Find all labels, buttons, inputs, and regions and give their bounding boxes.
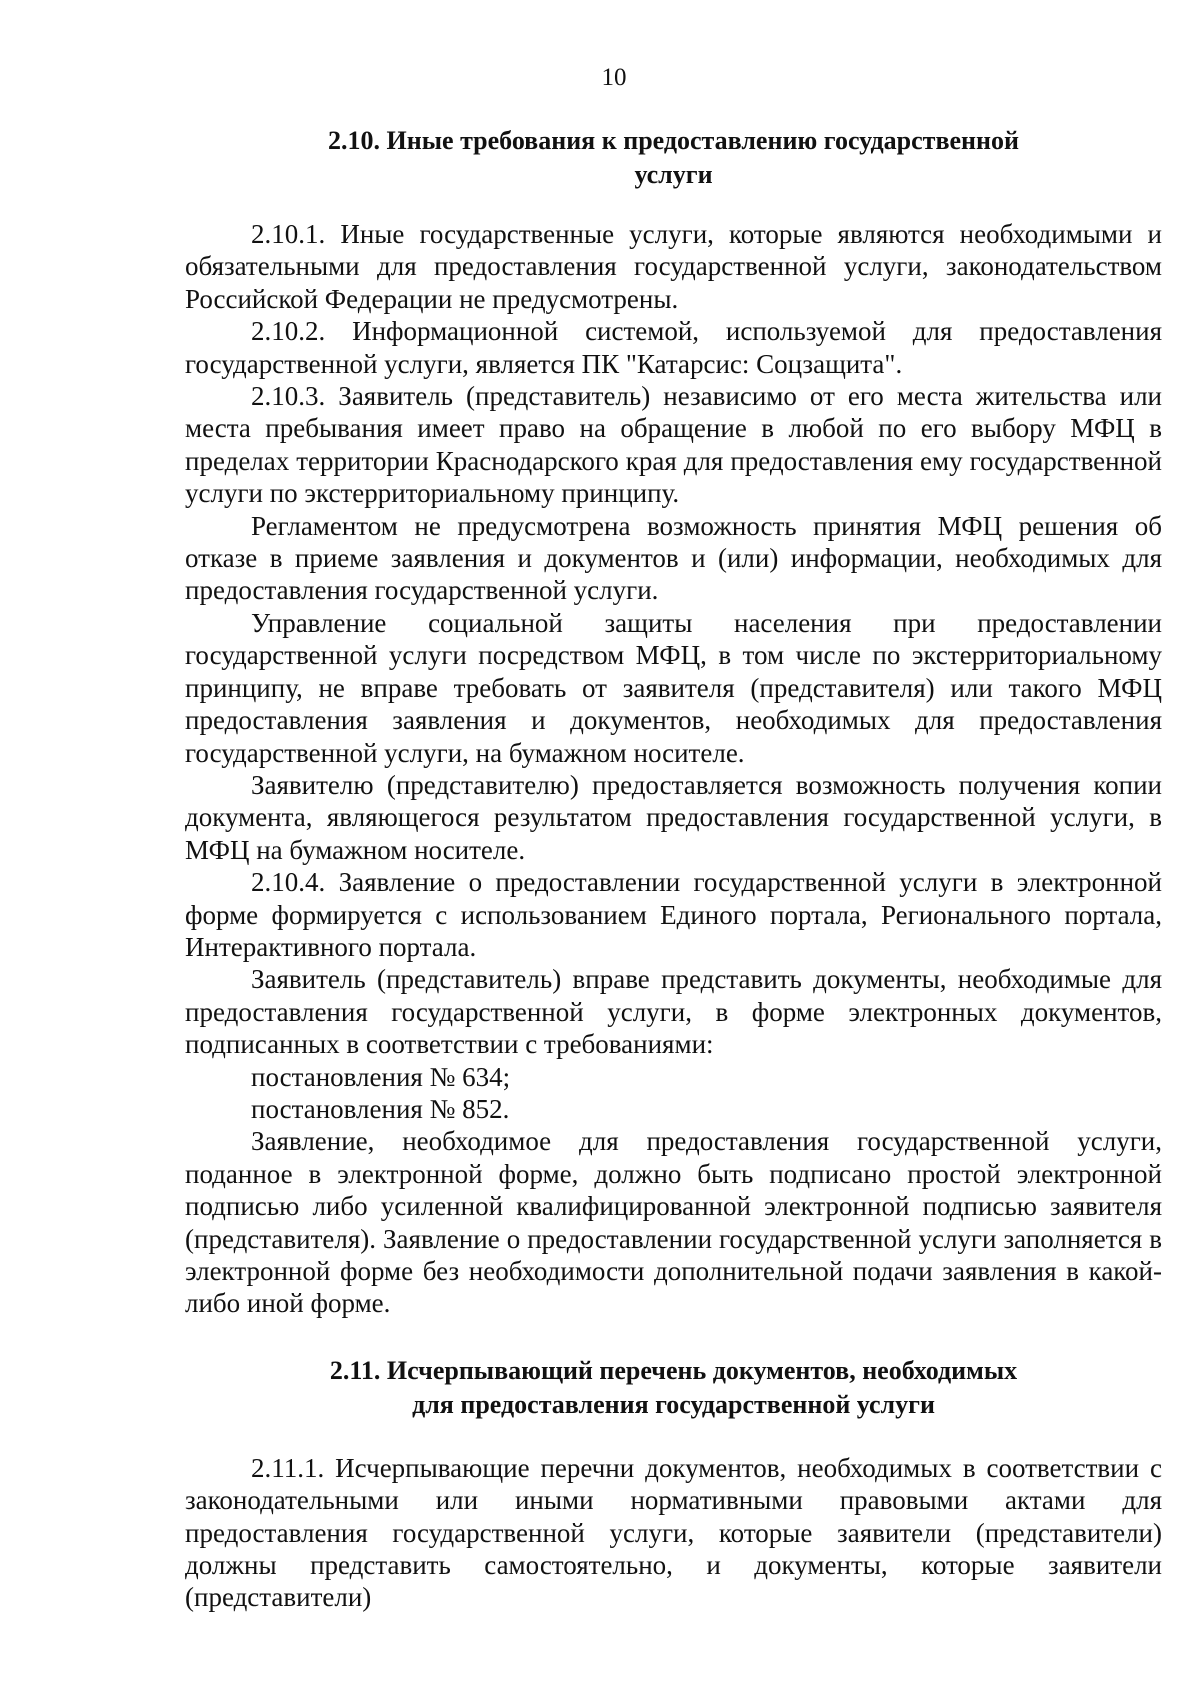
list-item: постановления № 634; <box>251 1061 511 1092</box>
paragraph: Заявитель (представитель) вправе представить документы, необходимые для предоставления государственной услуги, в форме электронных документов, подписанных в соответствии с требованиями: <box>185 964 1162 1060</box>
paragraph: 2.11.1. Исчерпывающие перечни документов, необходимых в соответствии с законодательными или иными нормативными правовыми актами для предоставления государственной услуги, которые заявители (представители) должны представить самостоятельно, и документы, которые заявители (представители) <box>185 1452 1162 1613</box>
paragraph: 2.10.4. Заявление о предоставлении государственной услуги в электронной форме формируется с использованием Единого портала, Регионального портала, Интерактивного портала. <box>185 867 1162 962</box>
section-heading-2-10 <box>185 124 1162 192</box>
paragraph: Управление социальной защиты населения при предоставлении государственной услуги посредством МФЦ, в том числе по экстерриториальному принципу, не вправе требовать от заявителя (представителя) или такого МФЦ предоставления заявления и документов, необходимых для предоставления государственной услуги, на бумажном носителе. <box>185 607 1162 768</box>
section-heading-2-11 <box>185 1354 1162 1422</box>
list-item: постановления № 852. <box>251 1093 510 1124</box>
paragraph: Заявителю (представителю) предоставляется возможность получения копии документа, являющегося результатом предоставления государственной услуги, в МФЦ на бумажном носителе. <box>185 769 1162 865</box>
paragraph: Регламентом не предусмотрена возможность принятия МФЦ решения об отказе в приеме заявления и документов и (или) информации, необходимых для предоставления государственной услуги. <box>185 510 1162 606</box>
document-body <box>185 118 1162 1614</box>
paragraph: 2.10.3. Заявитель (представитель) независимо от его места жительства или места пребывания имеет право на обращение в любой по его выбору МФЦ в пределах территории Краснодарского края для предоставления ему государственной услуги по экстерриториальному принципу. <box>185 381 1162 509</box>
paragraph: 2.10.2. Информационной системой, используемой для предоставления государственной услуги, является ПК "Катарсис: Соцзащита". <box>185 316 1162 379</box>
paragraph: Заявление, необходимое для предоставления государственной услуги, поданное в электронной форме, должно быть подписано простой электронной подписью либо усиленной квалифицированной электронной подписью заявителя (представителя). Заявление о предоставлении государственной услуги заполняется в электронной форме без необходимости дополнительной подачи заявления в какой-либо иной форме. <box>185 1126 1162 1319</box>
heading-line: 2.11. Исчерпывающий перечень документов, необходимых <box>329 1355 1018 1385</box>
page-number: 10 <box>601 64 627 91</box>
heading-line: услуги <box>634 160 713 189</box>
heading-line: для предоставления государственной услуги <box>412 1389 935 1419</box>
paragraph: 2.10.1. Иные государственные услуги, которые являются необходимыми и обязательными для предоставления государственной услуги, законодательством Российской Федерации не предусмотрены. <box>185 219 1162 314</box>
heading-line: 2.10. Иные требования к предоставлению государственной <box>328 126 1019 155</box>
